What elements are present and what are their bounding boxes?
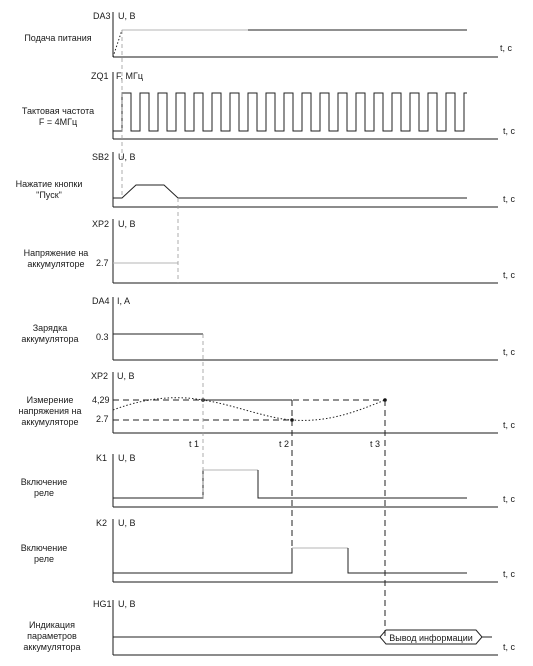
time-label-da3: t, c	[500, 43, 513, 53]
desc-measure-line1: Измерение	[26, 395, 74, 405]
time-label-hg1: t, c	[503, 642, 516, 652]
desc-sb2-line2: "Пуск"	[36, 190, 62, 200]
mark-t3: t 3	[370, 439, 381, 449]
desc-xp2-line2: аккумуляторе	[27, 259, 85, 269]
axis-label-da4: I, A	[117, 296, 131, 306]
row-charging	[21, 296, 515, 360]
desc-da3-line1: Подача питания	[24, 33, 92, 43]
ramp-da3	[113, 30, 122, 57]
desc-xp2-line1: Напряжение на	[23, 248, 89, 258]
signal-sb2	[113, 185, 467, 198]
row-id-hg1: HG1	[93, 599, 112, 609]
desc-sb2-line1: Нажатие кнопки	[15, 179, 83, 189]
desc-hg1-line3: аккумулятора	[23, 642, 81, 652]
signal-k2-rise	[113, 548, 292, 573]
row-button	[16, 152, 516, 207]
desc-k1-line1: Включение	[20, 477, 68, 487]
row-id-da4: DA4	[92, 296, 110, 306]
time-label-da4: t, c	[503, 347, 516, 357]
signal-k1-fall	[258, 470, 467, 498]
row-relay-k1	[21, 453, 516, 507]
desc-da4-line2: аккумулятора	[21, 334, 79, 344]
row-id-xp2-measure: XP2	[91, 371, 109, 381]
clock-signal	[113, 93, 467, 131]
axis-label-sb2: U, B	[118, 152, 136, 162]
signal-k2-fall	[348, 548, 467, 573]
time-label-xp2: t, c	[503, 270, 516, 280]
axis-label-xp2: U, B	[118, 219, 136, 229]
desc-hg1-line1: Индикация	[29, 620, 75, 630]
desc-measure-line2: напряжения на	[18, 406, 82, 416]
desc-da4-line1: Зарядка	[32, 323, 68, 333]
row-id-zq1: ZQ1	[91, 71, 109, 81]
desc-k2-line2: реле	[34, 554, 54, 564]
row-id-xp2: XP2	[92, 219, 110, 229]
row-relay-k2	[21, 518, 516, 582]
desc-measure-line3: аккумуляторе	[21, 417, 79, 427]
row-power-supply	[24, 11, 512, 57]
axis-label-hg1: U, B	[118, 599, 136, 609]
time-label-k2: t, c	[503, 569, 516, 579]
time-label-zq1: t, c	[503, 126, 516, 136]
mark-t2: t 2	[279, 439, 290, 449]
desc-zq1-line2: F = 4МГц	[38, 117, 78, 127]
axis-label-xp2-measure: U, B	[117, 371, 135, 381]
level-label-xp2: 2.7	[96, 258, 109, 268]
row-id-sb2: SB2	[92, 152, 110, 162]
axis-label-k1: U, B	[118, 453, 136, 463]
level-label-da4: 0.3	[96, 332, 109, 342]
time-label-k1: t, c	[503, 494, 516, 504]
row-indication	[23, 599, 515, 655]
time-label-measure: t, c	[503, 420, 516, 430]
level-high-label: 4,29	[92, 395, 110, 405]
level-low-label: 2.7	[96, 414, 109, 424]
signal-k1-rise	[113, 470, 203, 498]
desc-hg1-line2: параметров	[27, 631, 77, 641]
row-battery-voltage	[24, 219, 516, 283]
axis-label-da3: U, B	[118, 11, 136, 21]
row-id-k1: K1	[96, 453, 108, 463]
row-measurement	[19, 371, 516, 449]
row-clock	[22, 71, 516, 139]
desc-k2-line1: Включение	[20, 543, 68, 553]
axis-label-k2: U, B	[118, 518, 136, 528]
desc-zq1-line1: Тактовая частота	[21, 106, 95, 116]
time-label-sb2: t, c	[503, 194, 516, 204]
desc-k1-line2: реле	[34, 488, 54, 498]
axis-label-zq1: F, МГц	[116, 71, 144, 81]
row-id-k2: K2	[96, 518, 108, 528]
output-label: Вывод информации	[389, 633, 473, 643]
mark-t1: t 1	[189, 439, 200, 449]
voltage-curve	[113, 398, 385, 421]
row-id-da3: DA3	[93, 11, 111, 21]
